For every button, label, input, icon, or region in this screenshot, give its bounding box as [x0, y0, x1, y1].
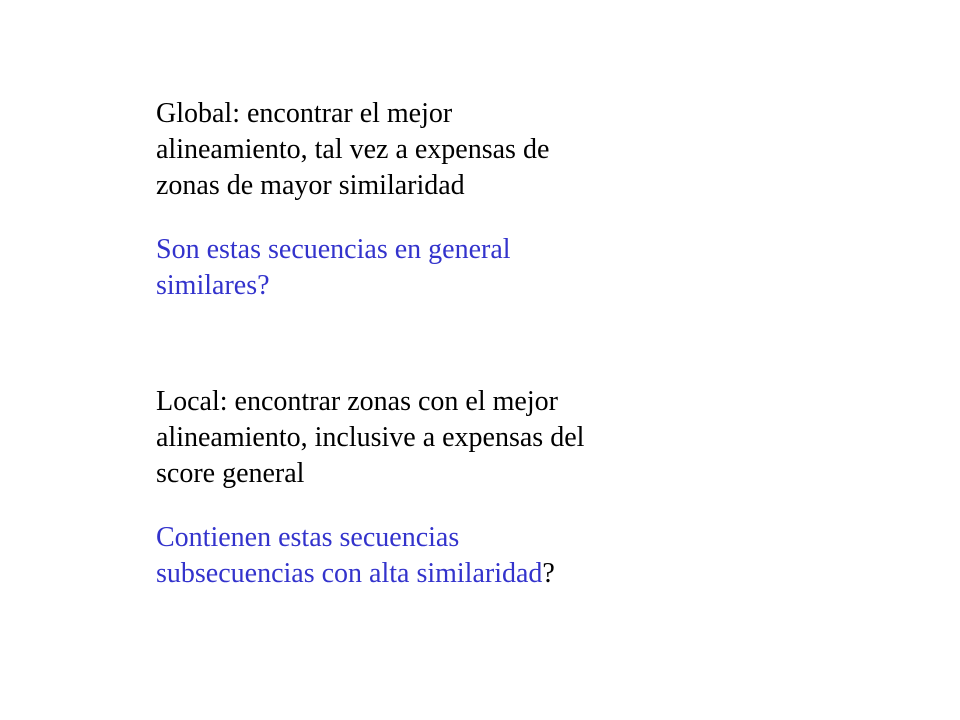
local-description-line: score general — [156, 458, 305, 489]
global-alignment-question — [156, 232, 676, 304]
local-alignment-question — [156, 520, 676, 592]
global-description-line: zonas de mayor similaridad — [156, 170, 465, 201]
global-question-line: similares? — [156, 270, 270, 301]
global-description-line: Global: encontrar el mejor — [156, 98, 453, 129]
question-mark: ? — [542, 558, 555, 589]
global-alignment-description — [156, 96, 676, 204]
local-description-line: Local: encontrar zonas con el mejor — [156, 386, 558, 417]
local-question-text: subsecuencias con alta similaridad — [156, 558, 543, 589]
local-description-line: alineamiento, inclusive a expensas del — [156, 422, 585, 453]
local-question-line: Contienen estas secuencias — [156, 522, 460, 553]
local-question-line-2 — [156, 556, 676, 592]
global-question-line: Son estas secuencias en general — [156, 234, 511, 265]
local-alignment-description — [156, 384, 676, 492]
global-description-line: alineamiento, tal vez a expensas de — [156, 134, 550, 165]
